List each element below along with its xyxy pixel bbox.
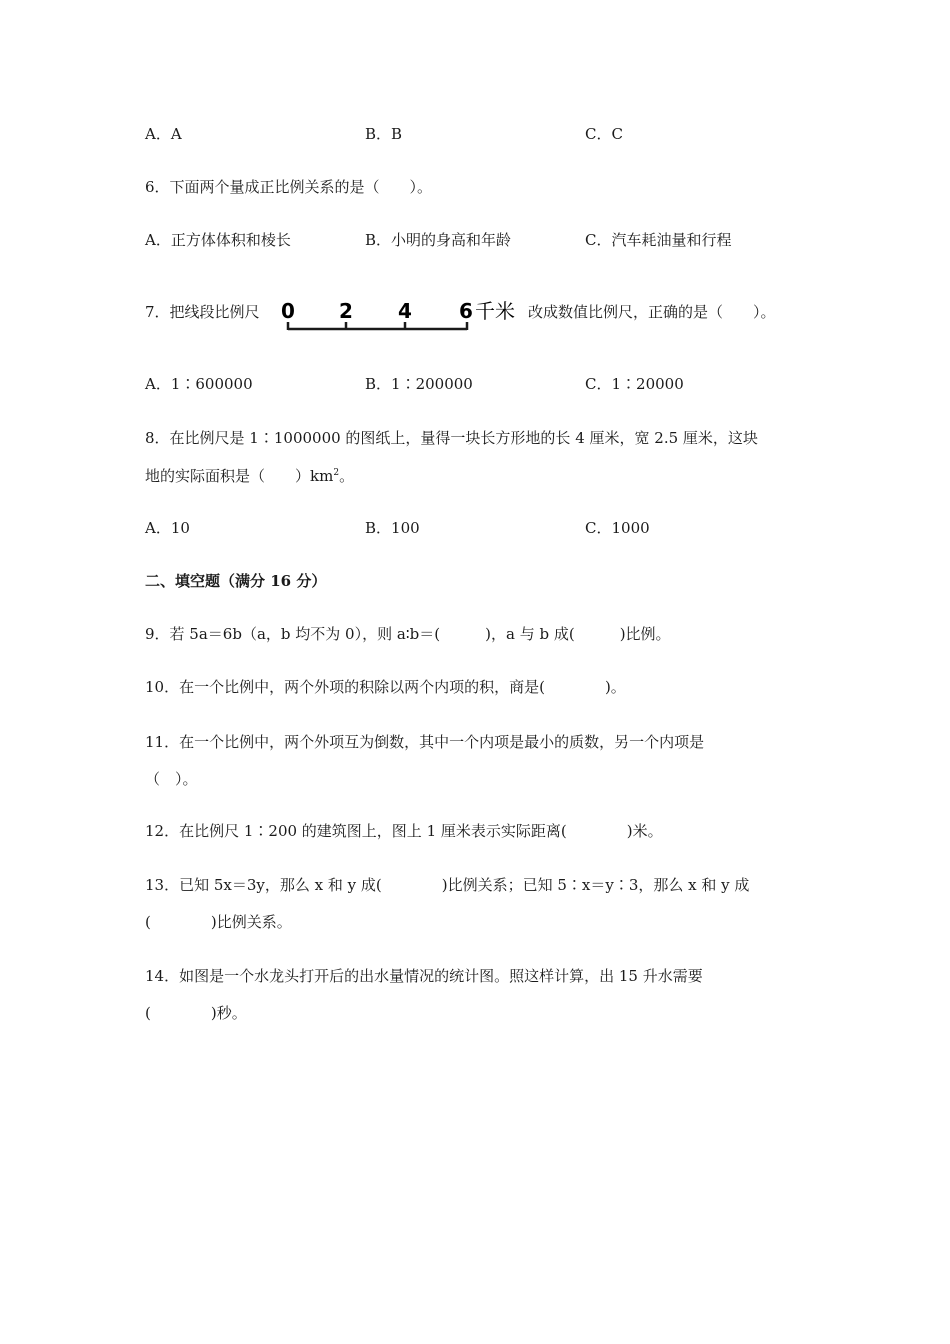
scale-tick-0: 0 bbox=[281, 299, 295, 323]
q9-text: 9．若 5a＝6b（a，b 均不为 0），则 a∶b＝( )，a 与 b 成( )比例。 bbox=[145, 625, 671, 643]
q8-stem-line2: 地的实际面积是（ ）$km^2$。 bbox=[145, 467, 355, 485]
q10-text: 10．在一个比例中，两个外项的积除以两个内项的积，商是( )。 bbox=[145, 678, 626, 696]
q5-option-a: A．A bbox=[145, 125, 182, 143]
q5-option-b: B．B bbox=[365, 125, 403, 143]
q6-stem: 6．下面两个量成正比例关系的是（ ）。 bbox=[145, 178, 433, 196]
scale-tick-4: 4 bbox=[398, 299, 412, 323]
q5-option-c: C．C bbox=[585, 125, 623, 143]
q7-option-a: A．1∶600000 bbox=[145, 375, 253, 393]
q11-line1: 11．在一个比例中，两个外项互为倒数，其中一个内项是最小的质数，另一个内项是 bbox=[145, 733, 705, 751]
q6-option-b: B．小明的身高和年龄 bbox=[365, 231, 512, 249]
q13-line2: ( )比例关系。 bbox=[145, 913, 292, 931]
q8-option-a: A．10 bbox=[145, 519, 190, 537]
q8-superscript: 2 bbox=[333, 468, 340, 478]
q7-stem-after: 改成数值比例尺，正确的是（ ）。 bbox=[528, 303, 776, 321]
q7-option-b: B．1∶200000 bbox=[365, 375, 473, 393]
q11-line2: （ ）。 bbox=[145, 770, 198, 788]
q7-option-c: C．1∶20000 bbox=[585, 375, 684, 393]
q6-option-c: C．汽车耗油量和行程 bbox=[585, 231, 732, 249]
q14-line1: 14．如图是一个水龙头打开后的出水量情况的统计图。照这样计算，出 15 升水需要 bbox=[145, 967, 703, 985]
scale-tick-6: 6 bbox=[459, 299, 473, 323]
q12-text: 12．在比例尺 1∶200 的建筑图上，图上 1 厘米表示实际距离( )米。 bbox=[145, 822, 663, 840]
scale-unit: 千米 bbox=[475, 299, 515, 323]
line-scale-figure bbox=[281, 298, 515, 338]
q8-stem-line1: 8．在比例尺是 1∶1000000 的图纸上，量得一块长方形地的长 4 厘米，宽 2.5 厘米，这块 bbox=[145, 429, 758, 447]
q6-option-a: A．正方体体积和棱长 bbox=[145, 231, 291, 249]
scale-tick-2: 2 bbox=[339, 299, 353, 323]
q8-option-c: C．1000 bbox=[585, 519, 650, 537]
q7-stem-before: 7．把线段比例尺 bbox=[145, 303, 260, 321]
section-title: 二、填空题（满分 16 分） bbox=[145, 572, 327, 590]
q13-line1: 13．已知 5x＝3y，那么 x 和 y 成( )比例关系；已知 5∶x＝y∶3，那么 x 和 y 成 bbox=[145, 876, 750, 894]
q8-option-b: B．100 bbox=[365, 519, 420, 537]
q14-line2: ( )秒。 bbox=[145, 1004, 247, 1022]
